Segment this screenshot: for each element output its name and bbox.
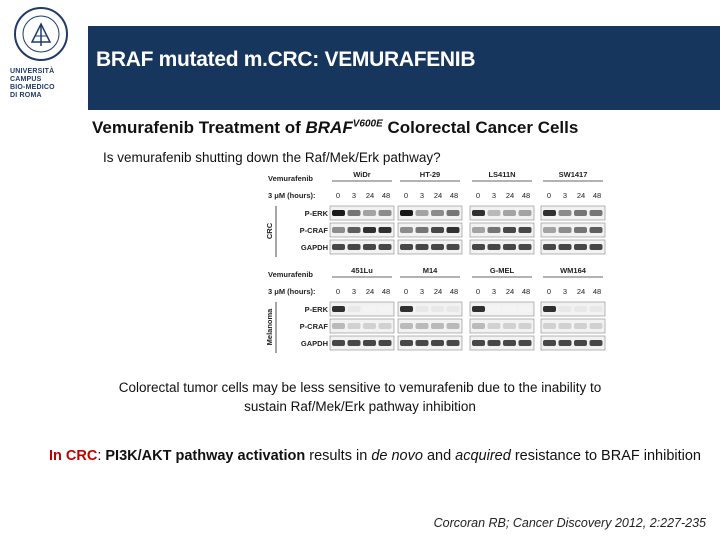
blot-band — [472, 244, 485, 250]
band-label: P-ERK — [304, 209, 328, 218]
blot-band — [472, 306, 485, 312]
conclusion-text — [40, 446, 710, 467]
cell-line-label: HT-29 — [419, 170, 441, 179]
timepoint-label: 0 — [335, 191, 341, 200]
blot-band — [332, 227, 345, 233]
timepoint-label: 48 — [449, 287, 459, 296]
blot-band — [363, 210, 376, 216]
timepoint-label: 24 — [433, 287, 443, 296]
blot-band — [590, 227, 603, 233]
timepoint-label: 24 — [505, 191, 515, 200]
blot-band — [400, 210, 413, 216]
blot-band — [416, 306, 429, 312]
blot-band — [519, 340, 532, 346]
timepoint-label: 3 — [491, 191, 497, 200]
timepoint-label: 0 — [546, 191, 552, 200]
blot-band — [447, 227, 460, 233]
figure-title — [92, 118, 578, 138]
logo-line: CAMPUS — [10, 76, 42, 83]
blot-band — [574, 244, 587, 250]
blot-band — [332, 210, 345, 216]
blot-band — [559, 306, 572, 312]
blot-band — [348, 306, 361, 312]
logo-text — [10, 68, 80, 100]
blot-band — [559, 210, 572, 216]
conclusion-highlight: In CRC — [48, 448, 98, 464]
blot-band — [431, 340, 444, 346]
figure-caption — [90, 378, 630, 416]
blot-band — [379, 323, 392, 329]
blot-band — [472, 323, 485, 329]
western-blot-figure — [258, 166, 610, 356]
blot-band — [503, 306, 516, 312]
blot-band — [400, 340, 413, 346]
timepoint-label: 3 — [562, 191, 568, 200]
timepoint-label: 24 — [365, 191, 375, 200]
blot-band — [519, 306, 532, 312]
conclusion-text-2: and — [422, 448, 456, 464]
cell-line-label: SW1417 — [558, 170, 588, 179]
blot-band — [574, 227, 587, 233]
timepoint-label: 0 — [403, 287, 409, 296]
band-label: P-CRAF — [299, 226, 328, 235]
slide-title: BRAF mutated m.CRC: VEMURAFENIB — [96, 48, 476, 71]
figure-question: Is vemurafenib shutting down the Raf/Mek/Erk pathway? — [103, 150, 441, 165]
band-label: GAPDH — [300, 243, 328, 252]
side-label: Melanoma — [265, 308, 274, 346]
timepoint-label: 0 — [335, 287, 341, 296]
blot-band — [574, 306, 587, 312]
figure-title-mutation: V600E — [352, 118, 383, 130]
logo-line: DI ROMA — [10, 92, 42, 99]
logo-line: BIO-MEDICO — [10, 84, 55, 91]
blot-band — [379, 227, 392, 233]
timepoint-label: 48 — [381, 191, 391, 200]
blot-band — [379, 210, 392, 216]
blot-band — [363, 323, 376, 329]
blot-band — [348, 244, 361, 250]
blot-band — [503, 244, 516, 250]
blot-band — [488, 323, 501, 329]
blot-band — [416, 340, 429, 346]
blot-band — [363, 227, 376, 233]
timepoint-label: 48 — [381, 287, 391, 296]
blot-band — [472, 340, 485, 346]
blot-band — [447, 323, 460, 329]
side-label: CRC — [265, 222, 274, 240]
caption-line-1: Colorectal tumor cells may be less sensitive to vemurafenib due to the inability to — [118, 380, 602, 395]
row-header-treatment: Vemurafenib — [268, 174, 314, 183]
blot-band — [332, 340, 345, 346]
blot-band — [488, 227, 501, 233]
blot-band — [332, 244, 345, 250]
blot-band — [416, 244, 429, 250]
title-banner — [88, 26, 720, 110]
blot-band — [379, 340, 392, 346]
blot-band — [447, 210, 460, 216]
blot-band — [574, 210, 587, 216]
timepoint-label: 3 — [491, 287, 497, 296]
blot-band — [472, 227, 485, 233]
blot-band — [590, 210, 603, 216]
blot-band — [363, 306, 376, 312]
blot-band — [416, 210, 429, 216]
timepoint-label: 0 — [475, 191, 481, 200]
blot-band — [488, 340, 501, 346]
blot-band — [488, 210, 501, 216]
timepoint-label: 0 — [475, 287, 481, 296]
blot-band — [519, 210, 532, 216]
blot-band — [519, 227, 532, 233]
blot-band — [332, 306, 345, 312]
timepoint-label: 0 — [546, 287, 552, 296]
cell-line-label: LS411N — [488, 170, 516, 179]
blot-band — [559, 227, 572, 233]
blot-band — [543, 306, 556, 312]
blot-band — [519, 244, 532, 250]
blot-band — [332, 323, 345, 329]
timepoint-label: 0 — [403, 191, 409, 200]
blot-band — [348, 210, 361, 216]
blot-band — [543, 323, 556, 329]
blot-band — [590, 323, 603, 329]
blot-band — [348, 340, 361, 346]
blot-band — [400, 244, 413, 250]
blot-band — [503, 227, 516, 233]
conclusion-colon: : — [97, 448, 106, 464]
blot-band — [574, 340, 587, 346]
blot-band — [543, 227, 556, 233]
blot-band — [503, 340, 516, 346]
blot-band — [488, 244, 501, 250]
cell-line-label: G-MEL — [489, 266, 515, 275]
blot-band — [400, 306, 413, 312]
blot-band — [447, 340, 460, 346]
cell-line-label: 451Lu — [351, 266, 373, 275]
timepoint-label: 3 — [562, 287, 568, 296]
blot-band — [488, 306, 501, 312]
band-label: P-ERK — [304, 305, 328, 314]
row-header-treatment: Vemurafenib — [268, 270, 314, 279]
figure-title-pre: Vemurafenib Treatment of — [92, 118, 306, 137]
timepoint-label: 48 — [592, 287, 602, 296]
blot-band — [348, 227, 361, 233]
blot-band — [431, 210, 444, 216]
timepoint-label: 24 — [433, 191, 443, 200]
timepoint-label: 48 — [521, 191, 531, 200]
blot-band — [379, 244, 392, 250]
blot-band — [543, 244, 556, 250]
blot-band — [348, 323, 361, 329]
band-label: P-CRAF — [299, 322, 328, 331]
university-logo — [4, 4, 82, 112]
blot-band — [416, 323, 429, 329]
blot-band — [431, 306, 444, 312]
timepoint-label: 24 — [576, 287, 586, 296]
caption-line-2: sustain Raf/Mek/Erk pathway inhibition — [244, 399, 476, 414]
blot-band — [400, 227, 413, 233]
conclusion-text-3: resistance to BRAF inhibition — [510, 448, 701, 464]
blot-band — [590, 340, 603, 346]
blot-band — [416, 227, 429, 233]
timepoint-label: 24 — [365, 287, 375, 296]
timepoint-label: 24 — [505, 287, 515, 296]
blot-band — [559, 323, 572, 329]
timepoint-label: 3 — [419, 191, 425, 200]
blot-band — [503, 210, 516, 216]
blot-band — [590, 306, 603, 312]
blot-band — [543, 340, 556, 346]
blot-band — [363, 244, 376, 250]
logo-line: UNIVERSITÀ — [10, 68, 55, 75]
figure-title-post: Colorectal Cancer Cells — [382, 118, 579, 137]
cell-line-label: WiDr — [353, 170, 371, 179]
blot-band — [472, 210, 485, 216]
university-seal-icon — [10, 6, 72, 62]
row-header-dose: 3 μM (hours): — [268, 191, 316, 200]
blot-band — [379, 306, 392, 312]
blot-band — [431, 244, 444, 250]
blot-band — [559, 244, 572, 250]
timepoint-label: 48 — [592, 191, 602, 200]
reference-citation: Corcoran RB; Cancer Discovery 2012, 2:227-235 — [433, 516, 706, 530]
blot-band — [559, 340, 572, 346]
timepoint-label: 48 — [521, 287, 531, 296]
conclusion-italic-2: acquired — [455, 448, 511, 464]
blot-band — [543, 210, 556, 216]
conclusion-bold: PI3K/AKT pathway activation — [105, 448, 306, 464]
timepoint-label: 3 — [419, 287, 425, 296]
timepoint-label: 48 — [449, 191, 459, 200]
blot-band — [574, 323, 587, 329]
timepoint-label: 3 — [351, 287, 357, 296]
cell-line-label: WM164 — [560, 266, 586, 275]
blot-band — [431, 227, 444, 233]
blot-band — [503, 323, 516, 329]
conclusion-text-1: results in — [305, 448, 372, 464]
timepoint-label: 24 — [576, 191, 586, 200]
conclusion-italic-1: de novo — [371, 448, 423, 464]
blot-band — [400, 323, 413, 329]
figure-title-gene: BRAF — [305, 118, 353, 137]
blot-band — [590, 244, 603, 250]
blot-band — [431, 323, 444, 329]
cell-line-label: M14 — [422, 266, 438, 275]
band-label: GAPDH — [300, 339, 328, 348]
blot-band — [519, 323, 532, 329]
blot-band — [363, 340, 376, 346]
blot-band — [447, 306, 460, 312]
blot-band — [447, 244, 460, 250]
row-header-dose: 3 μM (hours): — [268, 287, 316, 296]
timepoint-label: 3 — [351, 191, 357, 200]
